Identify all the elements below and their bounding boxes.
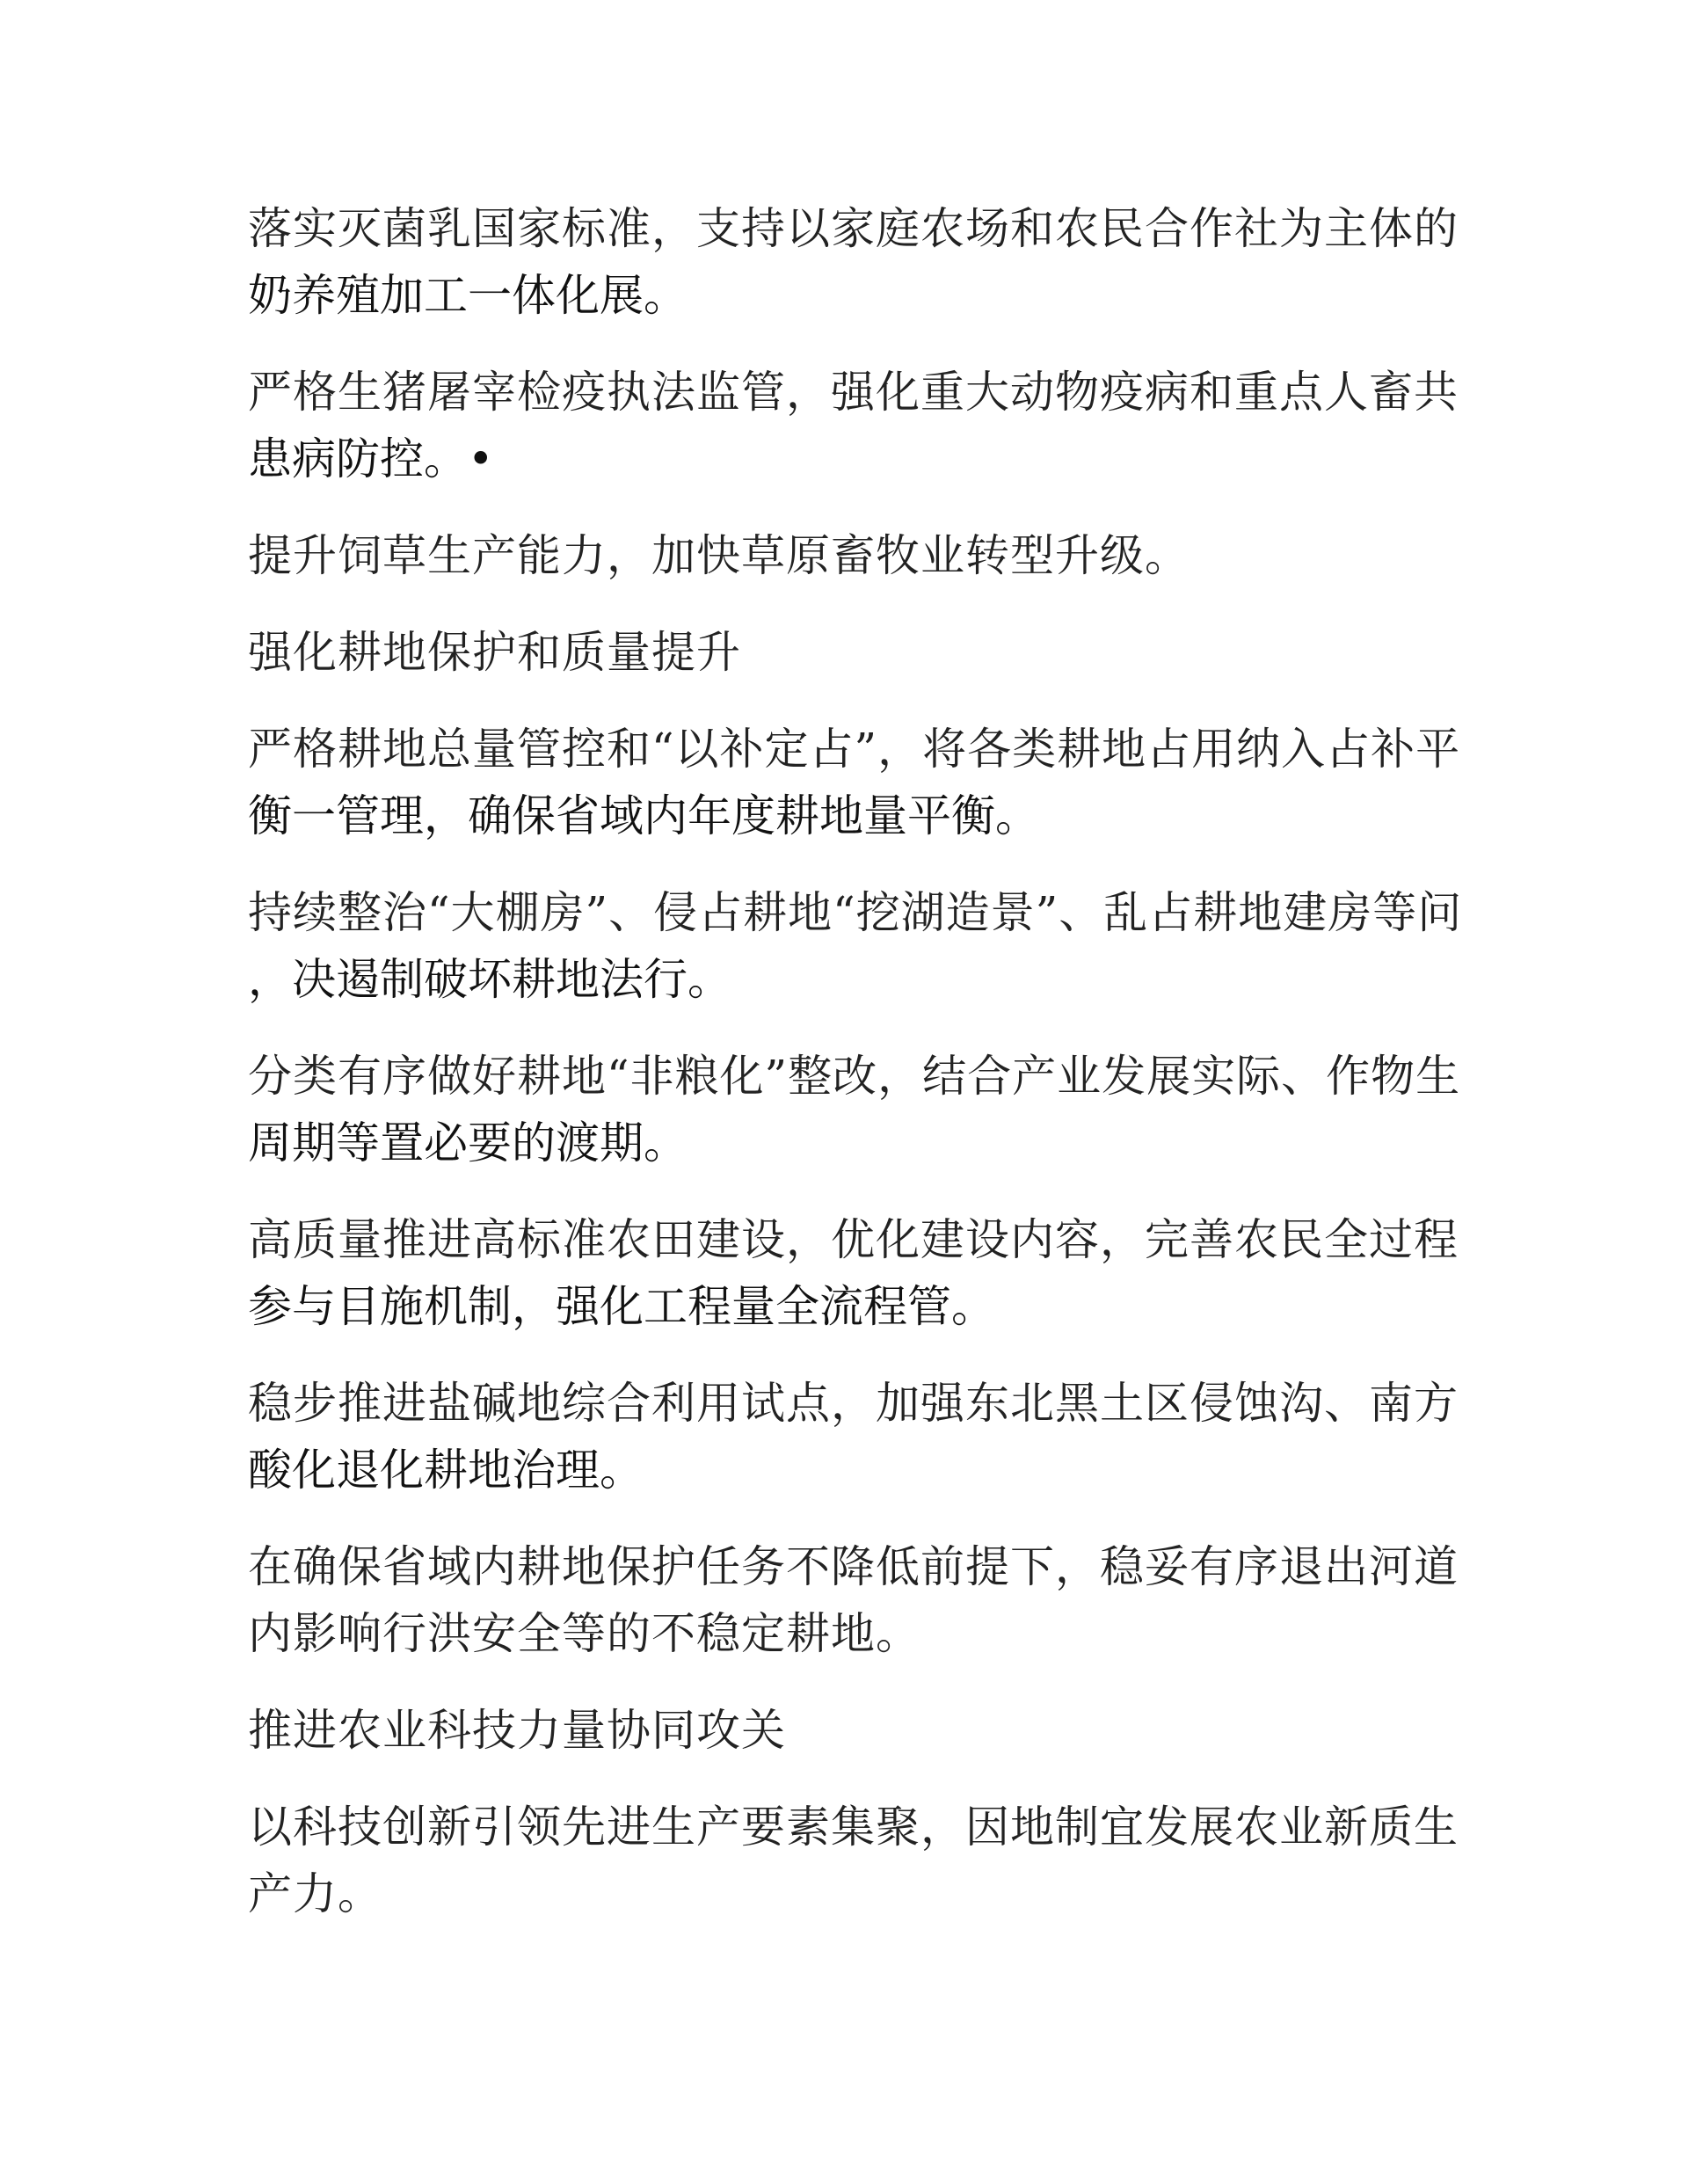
section-heading-technology-text: 推进农业科技力量协同攻关 <box>248 1705 786 1756</box>
paragraph-12 <box>248 1794 1461 1927</box>
paragraph-7-line-1: 分类有序做好耕地“非粮化”整改，结合产业发展实际、作物生 <box>248 1051 1461 1102</box>
paragraph-2-line-1: 严格生猪屠宰检疫执法监管，强化重大动物疫病和重点人畜共 <box>248 367 1459 418</box>
paragraph-8 <box>248 1206 1461 1340</box>
paragraph-1-line-1: 落实灭菌乳国家标准，支持以家庭农场和农民合作社为主体的 <box>248 203 1459 254</box>
section-heading-farmland-text: 强化耕地保护和质量提升 <box>248 627 741 678</box>
paragraph-10-line-2: 内影响行洪安全等的不稳定耕地。 <box>248 1608 920 1659</box>
paragraph-3-line-1: 提升饲草生产能力，加快草原畜牧业转型升级。 <box>248 530 1190 581</box>
paragraph-1 <box>248 195 1461 329</box>
paragraph-1-line-2: 奶养殖加工一体化展。 <box>248 270 688 321</box>
paragraph-9-line-1: 稳步推进盐碱地综合利用试点，加强东北黑土区侵蚀沟、南方 <box>248 1378 1459 1429</box>
section-heading-farmland <box>248 619 1461 686</box>
paragraph-6 <box>248 879 1461 1013</box>
paragraph-5-line-2: 衡一管理，确保省域内年度耕地量平衡。 <box>248 790 1039 841</box>
document-body <box>248 195 1461 1957</box>
paragraph-2-line-2: 患病防控。• <box>248 433 494 484</box>
paragraph-7 <box>248 1043 1461 1176</box>
paragraph-10 <box>248 1533 1461 1667</box>
paragraph-9 <box>248 1370 1461 1503</box>
paragraph-6-line-1: 持续整治“大棚房”、侵占耕地“挖湖造景”、乱占耕地建房等问 <box>248 887 1463 938</box>
paragraph-5 <box>248 716 1461 849</box>
paragraph-12-line-2: 产力。 <box>248 1868 382 1919</box>
paragraph-7-line-2: 周期等置必要的渡期。 <box>248 1117 688 1168</box>
paragraph-2 <box>248 359 1461 492</box>
paragraph-8-line-2: 参与目施机制，强化工程量全流程管。 <box>248 1281 995 1332</box>
paragraph-3 <box>248 522 1461 589</box>
section-heading-technology <box>248 1697 1461 1764</box>
paragraph-5-line-1: 严格耕地总量管控和“以补定占”，将各类耕地占用纳入占补平 <box>248 724 1461 775</box>
paragraph-10-line-1: 在确保省域内耕地保护任务不降低前提下，稳妥有序退出河道 <box>248 1541 1459 1592</box>
paragraph-6-line-2: ，决遏制破坏耕地法行。 <box>248 954 731 1005</box>
paragraph-12-line-1: 以科技创新引领先进生产要素集聚，因地制宜发展农业新质生 <box>248 1802 1459 1853</box>
paragraph-9-line-2: 酸化退化耕地治理。 <box>248 1445 644 1496</box>
paragraph-8-line-1: 高质量推进高标准农田建设，优化建设内容，完善农民全过程 <box>248 1214 1459 1265</box>
